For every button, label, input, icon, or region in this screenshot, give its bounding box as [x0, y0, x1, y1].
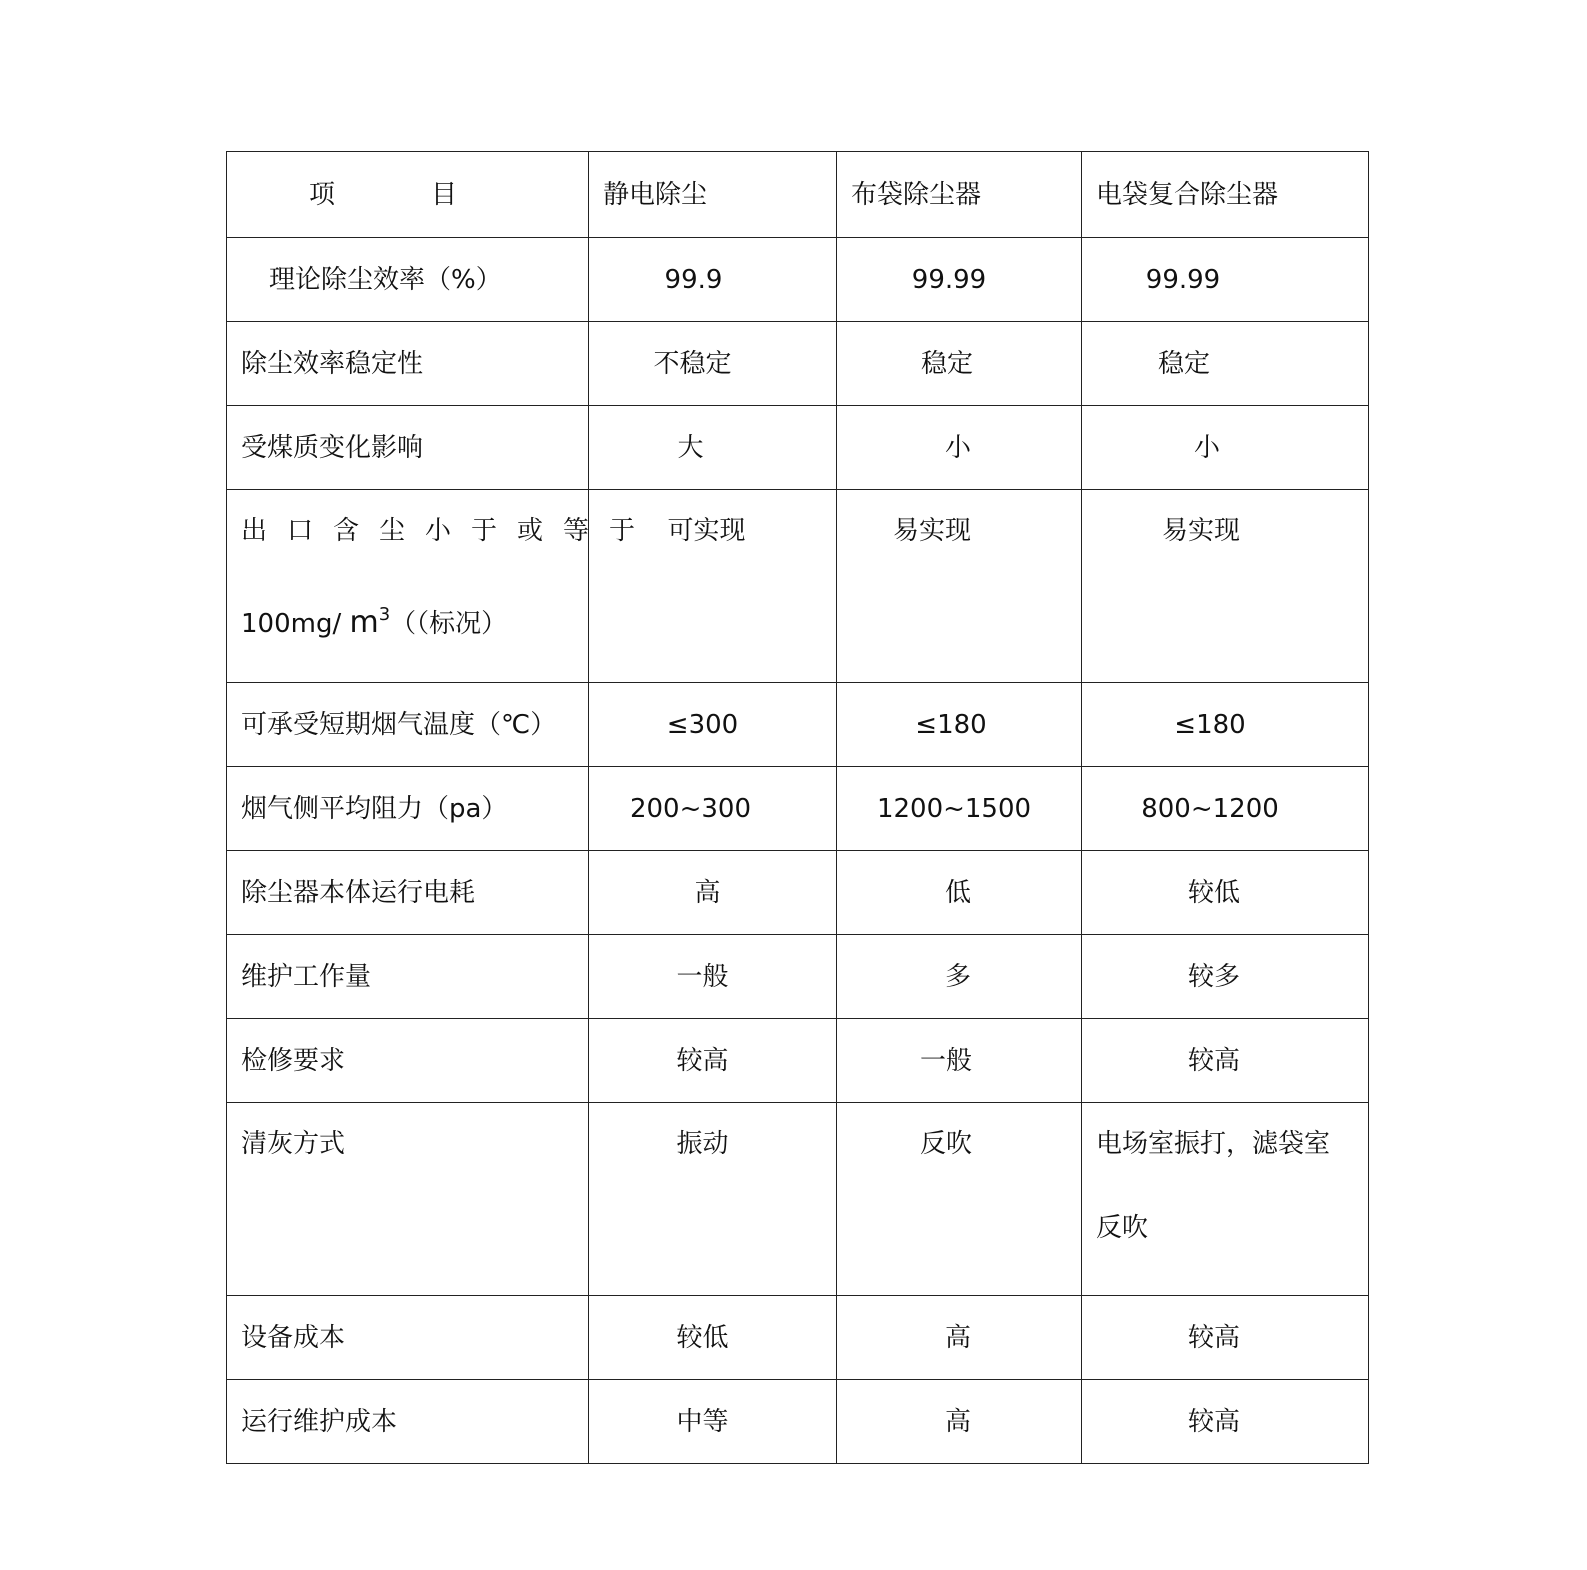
row-value [1082, 1380, 1369, 1464]
value-text: 较多 [1187, 961, 1240, 992]
row-value [1082, 1019, 1369, 1103]
table-row [227, 322, 1369, 406]
value-text: 99.99 [911, 264, 987, 295]
value-text: 较低 [1187, 877, 1240, 908]
unit-m: m [349, 605, 379, 640]
row-item-line1: 出口含尘小于或等于 [241, 516, 656, 546]
table-row [227, 238, 1369, 322]
value-text: 可实现 [667, 516, 746, 546]
value-text: 高 [944, 1322, 971, 1353]
value-text: 小 [1193, 432, 1220, 463]
row-value [1082, 238, 1369, 322]
row-value [589, 1296, 837, 1380]
table-row [227, 1103, 1369, 1296]
row-value [837, 1103, 1082, 1296]
row-value [589, 1380, 837, 1464]
value-text: 易实现 [1161, 516, 1240, 546]
table-row [227, 767, 1369, 851]
value-text: 低 [944, 877, 971, 908]
row-value [837, 1296, 1082, 1380]
value-text: 较低 [676, 1322, 729, 1353]
table-row [227, 851, 1369, 935]
value-text: 小 [944, 432, 971, 463]
value-text: 大 [677, 432, 704, 463]
value-text: 反吹 [919, 1129, 972, 1159]
header-col-electrostatic: 静电除尘 [589, 152, 837, 238]
value-text: ≤180 [915, 709, 987, 740]
value-line1: 电场室振打，滤袋室 [1096, 1129, 1331, 1159]
value-text: 一般 [676, 961, 729, 992]
unit-exponent: 3 [378, 604, 391, 625]
row-value [1082, 767, 1369, 851]
value-line2: 反吹 [1096, 1213, 1149, 1243]
row-value [1082, 935, 1369, 1019]
row-item: 检修要求 [227, 1019, 589, 1103]
value-text: 较高 [1187, 1322, 1240, 1353]
row-value [589, 683, 837, 767]
table-row [227, 1296, 1369, 1380]
value-text: 200~300 [629, 793, 752, 824]
value-text: 99.99 [1145, 264, 1221, 295]
value-text: 99.9 [664, 264, 723, 295]
row-value [1082, 1296, 1369, 1380]
unit-prefix: 100mg/ [241, 609, 342, 639]
row-item: 除尘器本体运行电耗 [227, 851, 589, 935]
value-text: 高 [694, 877, 721, 908]
row-value [837, 406, 1082, 490]
table-row [227, 683, 1369, 767]
value-text: 易实现 [892, 516, 971, 546]
value-text: 高 [944, 1406, 971, 1437]
row-value [1082, 851, 1369, 935]
row-value [589, 851, 837, 935]
row-item [227, 490, 656, 683]
value-text: 1200~1500 [876, 793, 1032, 824]
row-value [837, 683, 1082, 767]
row-item: 理论除尘效率（%） [227, 238, 589, 322]
value-text: 不稳定 [653, 348, 732, 379]
row-item: 可承受短期烟气温度（℃） [227, 683, 589, 767]
value-text: ≤180 [1174, 709, 1246, 740]
row-value [837, 490, 1082, 683]
row-value [589, 1019, 837, 1103]
row-value [1082, 322, 1369, 406]
row-value [837, 322, 1082, 406]
value-text: 多 [944, 961, 971, 992]
row-item: 受煤质变化影响 [227, 406, 589, 490]
row-value [837, 935, 1082, 1019]
table-row [227, 406, 1369, 490]
row-value [589, 238, 837, 322]
value-text: 振动 [676, 1129, 729, 1159]
header-row [227, 152, 1369, 238]
header-item-b: 目 [431, 179, 458, 210]
unit-suffix: （（标况） [390, 609, 508, 639]
row-item-line2 [241, 600, 574, 639]
value-text: 稳定 [920, 348, 973, 379]
row-value [837, 851, 1082, 935]
value-text: 800~1200 [1141, 793, 1279, 824]
value-text: 中等 [676, 1406, 729, 1437]
value-text: ≤300 [666, 709, 739, 740]
row-value [837, 1019, 1082, 1103]
row-item: 烟气侧平均阻力（pa） [227, 767, 589, 851]
row-value [589, 322, 837, 406]
row-value [589, 1103, 837, 1296]
header-item-cell [227, 152, 589, 238]
value-text: 较高 [676, 1045, 729, 1076]
row-value [837, 1380, 1082, 1464]
header-item-a: 项 [309, 179, 336, 210]
header-col-hybrid: 电袋复合除尘器 [1082, 152, 1369, 238]
row-value [1082, 683, 1369, 767]
row-value [1082, 490, 1369, 683]
row-value [589, 767, 837, 851]
row-item: 运行维护成本 [227, 1380, 589, 1464]
comparison-table [226, 151, 1369, 1464]
row-value [1082, 1103, 1369, 1296]
value-text: 较高 [1187, 1045, 1240, 1076]
value-text: 较高 [1187, 1406, 1240, 1437]
row-item: 设备成本 [227, 1296, 589, 1380]
header-col-bag: 布袋除尘器 [837, 152, 1082, 238]
row-value [589, 406, 837, 490]
value-text: 稳定 [1157, 348, 1210, 379]
table-row [227, 1380, 1369, 1464]
table-row [227, 1019, 1369, 1103]
row-value [837, 238, 1082, 322]
table-row [227, 935, 1369, 1019]
row-value [589, 935, 837, 1019]
row-value [837, 767, 1082, 851]
value-text: 一般 [919, 1045, 972, 1076]
row-value [1082, 406, 1369, 490]
row-item: 清灰方式 [227, 1103, 589, 1296]
table-row [227, 490, 1369, 683]
row-item: 维护工作量 [227, 935, 589, 1019]
row-item: 除尘效率稳定性 [227, 322, 589, 406]
